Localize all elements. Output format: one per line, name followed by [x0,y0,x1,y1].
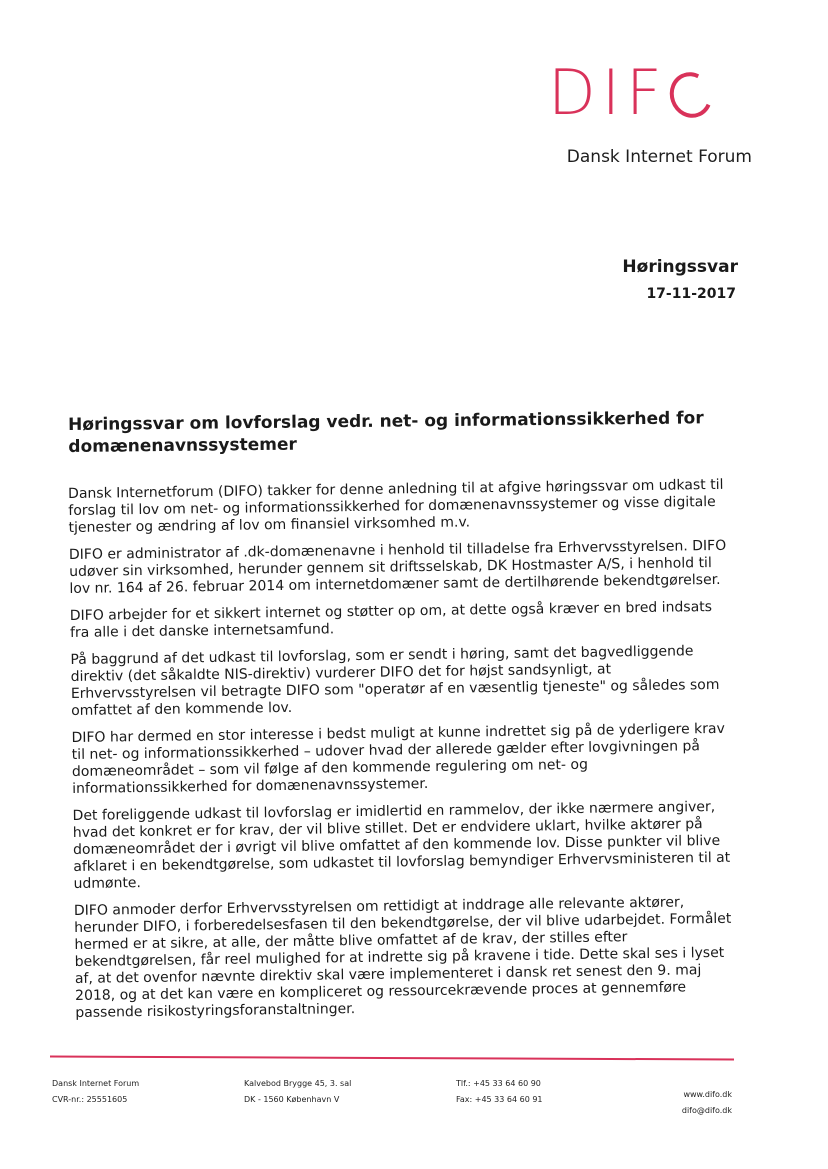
footer-cvr: CVR-nr.: 25551605 [52,1095,128,1104]
paragraph: DIFO anmoder derfor Erhvervsstyrelsen om rettidigt at inddrage alle relevante aktører, herunder DIFO, i forberedelsesfasen til den bekendtgørelse, der vil blive udarbejdet. Formålet hermed er at sikre, at alle, der måtte blive omfattet af de krav, der stilles efter bekendtgørelsen, får reel mulighed for at indrette sig på kravene i tide. Dette skal ses i lyset af, at det ovenfor nævnte direktiv skal være implementeret i dansk ret senest den 9. maj 2018, og at det kan være en kompliceret og ressourcekrævende proces at gennemføre passende risikostyringsforanstaltninger. [73,894,732,1021]
footer-divider [50,1056,734,1061]
paragraph: På baggrund af det udkast til lovforslag, som er sendt i høring, samt det bagvedliggende direktiv (det såkaldte NIS-direktiv) vurderer DIFO det for højst sandsynligt, at Erhvervsstyrelsen vil betragte DIFO som "operatør af en væsentlig tjeneste" og således som omfattet af den kommende lov. [70,643,720,719]
paragraph: DIFO er administrator af .dk-domænenavne i henhold til tilladelse fra Erhvervsstyrelsen. DIFO udøver sin virksomhed, herunder gennem sit driftsselskab, DK Hostmaster A/S, i henhold til lov nr. 164 af 26. februar 2014 om internetdomæner samt de dertilhørende bekendtgørelser. [68,537,727,597]
paragraph: DIFO har dermed en stor interesse i bedst muligt at kunne indrettet sig på de yderligere krav til net- og informationssikkerhed – udover hvad der allerede gælder efter lovgivningen på domæneområdet – som vil følge af den kommende regulering om net- og informationssikkerhed for domænenavnssystemer. [71,720,725,797]
footer-address-line1: Kalvebod Brygge 45, 3. sal [244,1079,352,1088]
difo-logo [548,56,712,129]
footer-address-line2: DK - 1560 København V [244,1095,340,1104]
logo-tagline: Dansk Internet Forum [566,147,752,167]
footer-website: www.difo.dk [683,1090,732,1099]
paragraph: Det foreliggende udkast til lovforslag er imidlertid en rammelov, der ikke nærmere angiver, hvad det konkret er for krav, der vil blive stillet. Det er endvidere uklart, hvilke aktører på domæneområdet der i øvrigt vil blive omfattet af den kommende lov. Disse punkter vil blive afklaret i en bekendtgørelse, som udkastet til lovforslag bemyndiger Erhvervsministeren til at udmønte. [72,798,731,892]
footer-phone: Tlf.: +45 33 64 60 90 [456,1079,541,1088]
document-date: 17-11-2017 [646,286,736,302]
paragraph: Dansk Internetforum (DIFO) takker for denne anledning til at afgive høringssvar om udkast til forslag til lov om net- og informationssikkerhed for domænenavnssystemer og visse digitale tjenester og ændring af lov om finansiel virksomhed m.v. [68,476,724,536]
document-type: Høringssvar [622,257,738,277]
footer-fax: Fax: +45 33 64 60 91 [456,1095,543,1104]
logo-text: DIF [548,56,668,129]
logo-o-mark [663,66,718,124]
footer-web [682,1087,732,1119]
document-body [68,477,738,1032]
footer-org-name: Dansk Internet Forum [52,1079,140,1088]
footer-org [52,1076,139,1108]
footer-contact [456,1076,543,1108]
paragraph: DIFO arbejder for et sikkert internet og støtter op om, at dette også kræver en bred indsats fra alle i det danske internetsamfund. [69,599,713,641]
footer-address [244,1076,351,1108]
document-title: Høringssvar om lovforslag vedr. net- og informationssikkerhed for domænenavnssystemer [68,408,704,457]
footer-email: difo@difo.dk [681,1106,732,1115]
